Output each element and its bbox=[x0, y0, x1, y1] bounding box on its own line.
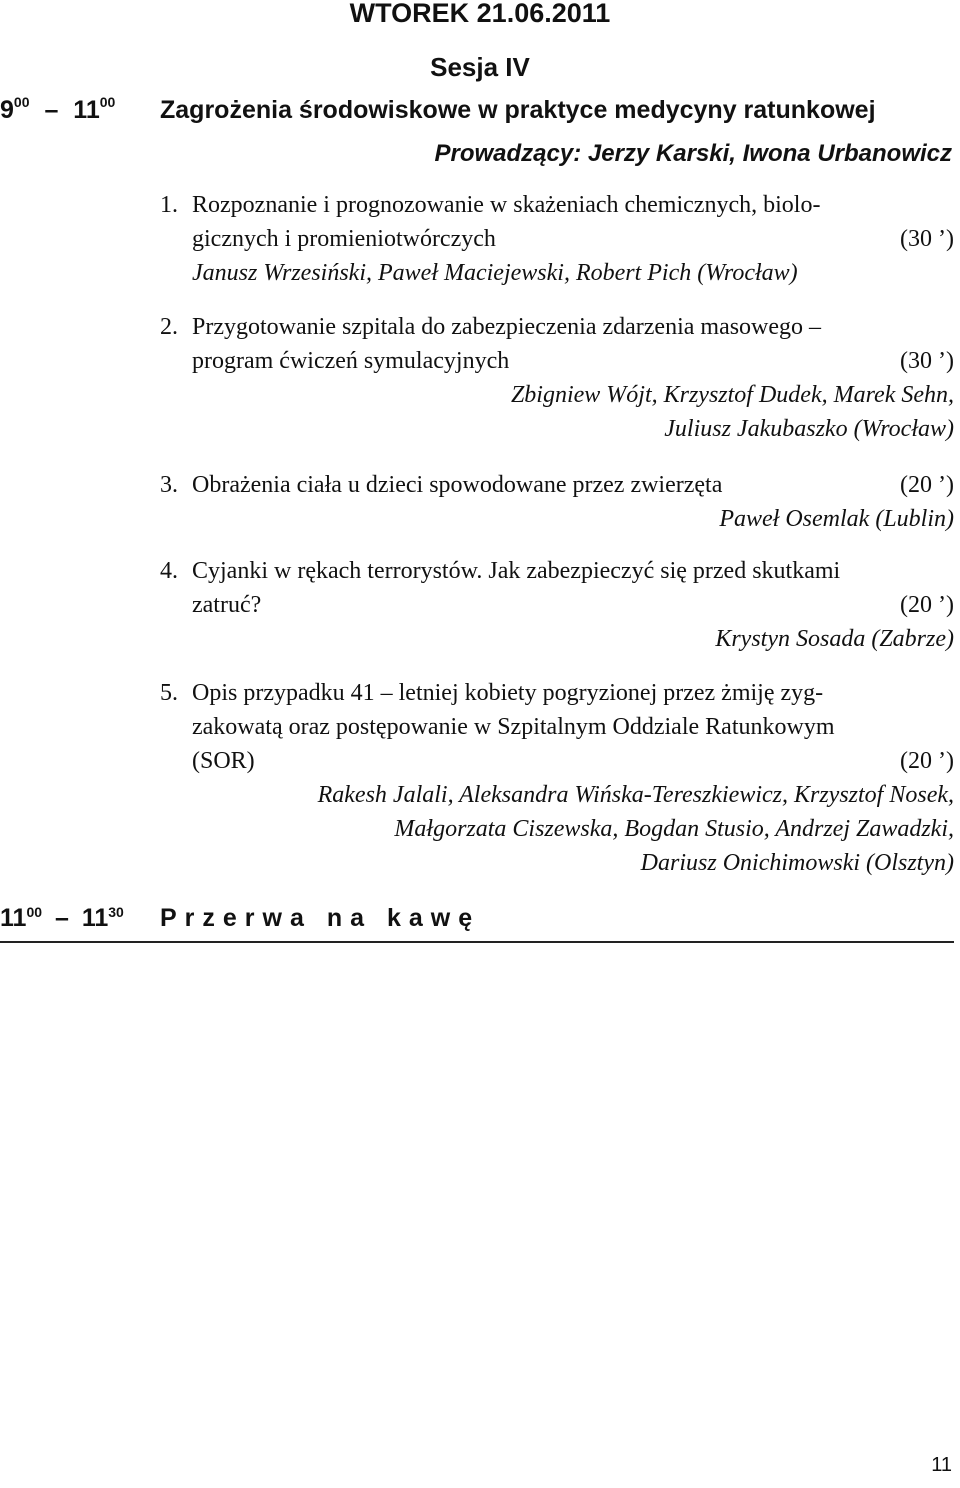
session-number: Sesja IV bbox=[430, 52, 530, 82]
session-time: $9^{00} - 11^{00}$ bbox=[0, 94, 116, 124]
talk-3 bbox=[160, 468, 954, 536]
page-number: 11 bbox=[931, 1454, 952, 1476]
talk-authors: Rakesh Jalali, Aleksandra Wińska-Tereszkiewicz, Krzysztof Nosek, bbox=[317, 782, 954, 808]
break-label: Przerwa na kawę bbox=[160, 904, 481, 932]
talk-duration: (20 ’) bbox=[900, 748, 954, 774]
talk-2 bbox=[160, 310, 954, 446]
talk-title-line: 1. Rozpoznanie i prognozowanie w skażeniach chemicznych, biolo- bbox=[160, 192, 821, 218]
talk-title-line: zatruć? (20 ’) bbox=[160, 588, 954, 622]
talk-5 bbox=[160, 676, 954, 880]
talk-title-line: 2. Przygotowanie szpitala do zabezpieczenia zdarzenia masowego – bbox=[160, 314, 822, 340]
break-time: $11^{00} - 11^{30}$ bbox=[0, 904, 124, 932]
talk-title-line: gicznych i promieniotwórczych (30 ’) bbox=[160, 222, 954, 256]
talk-4 bbox=[160, 554, 954, 656]
session-chairs: Prowadzący: Jerzy Karski, Iwona Urbanowicz bbox=[434, 140, 952, 167]
talk-authors: Janusz Wrzesiński, Paweł Maciejewski, Robert Pich (Wrocław) bbox=[192, 260, 798, 286]
talk-duration: (30 ’) bbox=[900, 348, 954, 374]
talk-title-line: 4. Cyjanki w rękach terrorystów. Jak zabezpieczyć się przed skutkami bbox=[160, 558, 841, 584]
talk-duration: (20 ’) bbox=[900, 592, 954, 618]
talk-authors: Zbigniew Wójt, Krzysztof Dudek, Marek Sehn, bbox=[510, 382, 954, 408]
talk-authors: Małgorzata Ciszewska, Bogdan Stusio, Andrzej Zawadzki, bbox=[394, 816, 954, 842]
talk-authors: Dariusz Onichimowski (Olsztyn) bbox=[640, 850, 954, 876]
talk-title-line: zakowatą oraz postępowanie w Szpitalnym Oddziale Ratunkowym bbox=[192, 714, 835, 740]
talk-title-line: 5. Opis przypadku 41 – letniej kobiety pogryzionej przez żmiję zyg- bbox=[160, 680, 824, 706]
talk-authors: Juliusz Jakubaszko (Wrocław) bbox=[664, 416, 954, 442]
divider bbox=[0, 941, 954, 943]
talk-duration: (20 ’) bbox=[900, 472, 954, 498]
talk-1 bbox=[160, 188, 954, 290]
talk-title-line: program ćwiczeń symulacyjnych (30 ’) bbox=[160, 344, 954, 378]
talk-title-line: (SOR) (20 ’) bbox=[160, 744, 954, 778]
talk-authors: Paweł Osemlak (Lublin) bbox=[719, 506, 954, 532]
day-heading: WTOREK 21.06.2011 bbox=[349, 0, 611, 28]
talk-duration: (30 ’) bbox=[900, 226, 954, 252]
session-title: Zagrożenia środowiskowe w praktyce medycyny ratunkowej bbox=[160, 96, 876, 124]
talk-authors: Krystyn Sosada (Zabrze) bbox=[715, 626, 954, 652]
talk-title-line: 3. Obrażenia ciała u dzieci spowodowane przez zwierzęta (20 ’) bbox=[160, 468, 954, 502]
